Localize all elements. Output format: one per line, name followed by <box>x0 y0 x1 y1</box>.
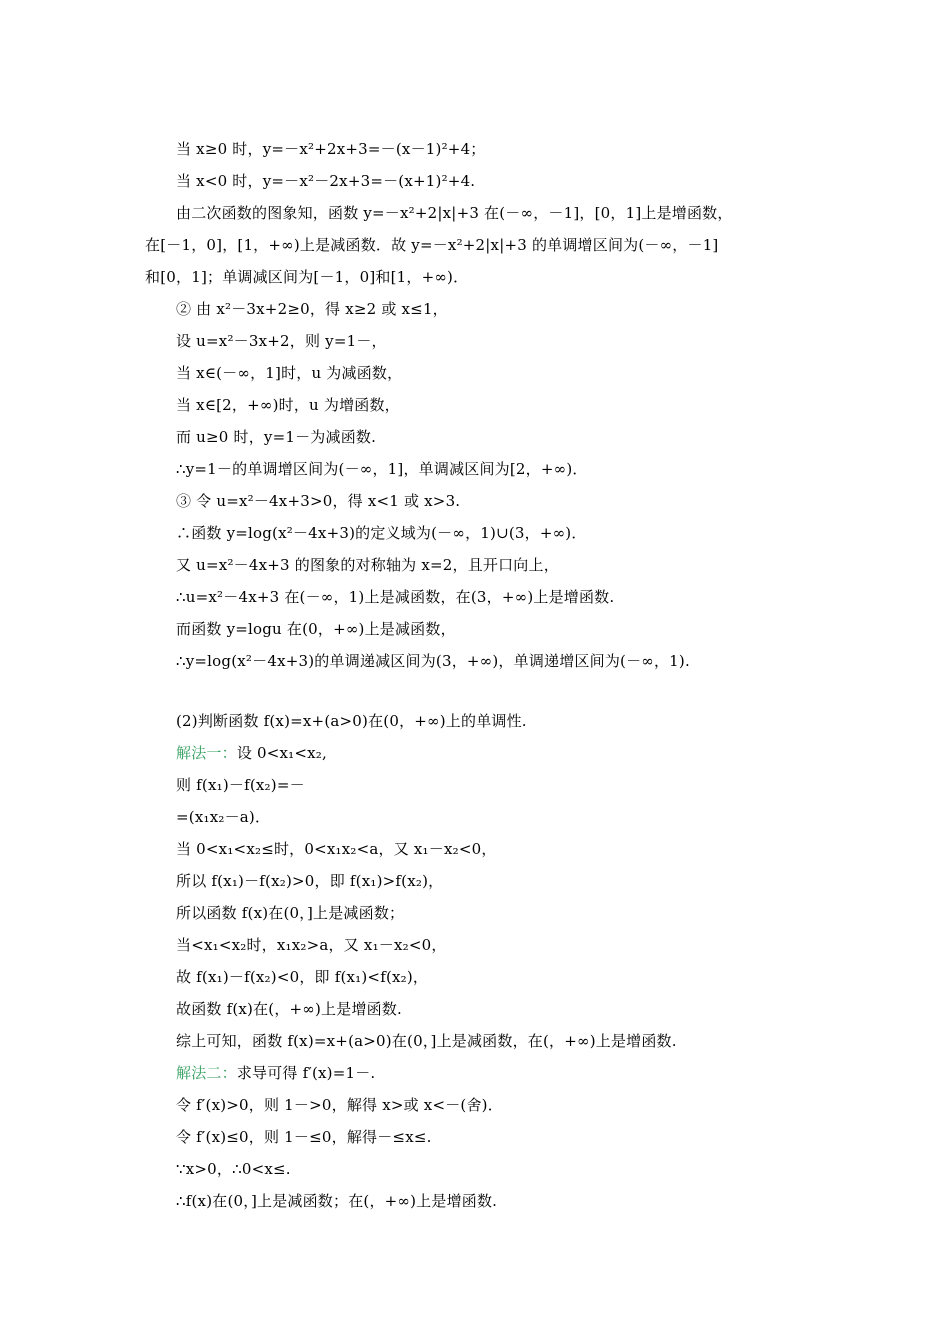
text-line: 令 f′(x)>0，则 1－>0，解得 x>或 x<－(舍)． <box>176 1096 503 1114</box>
text-line: ∴f(x)在(0，]上是减函数；在(，+∞)上是增函数. <box>176 1192 498 1210</box>
text-line: 故函数 f(x)在(，+∞)上是增函数. <box>176 1000 403 1018</box>
text-line: ∴y=1－的单调增区间为(－∞，1]，单调减区间为[2，+∞)． <box>176 460 588 478</box>
text-line: 在[－1，0]，[1，+∞)上是减函数．故 y=－x²+2|x|+3 的单调增区间为(－∞，－1] <box>145 236 719 254</box>
text-line: ∴u=x²－4x+3 在(－∞，1)上是减函数，在(3，+∞)上是增函数. <box>176 588 615 606</box>
text-line: 综上可知，函数 f(x)=x+(a>0)在(0，]上是减函数，在(，+∞)上是增函数. <box>176 1032 677 1050</box>
text-line: ∵x>0，∴0<x≤. <box>176 1160 291 1178</box>
text-line: =(x₁x₂－a)． <box>176 808 271 826</box>
text-line: 当 x∈[2，+∞)时，u 为增函数， <box>176 396 400 414</box>
question-title: (2)判断函数 f(x)=x+(a>0)在(0，+∞)上的单调性. <box>176 712 527 730</box>
text-line: 而函数 y=logu 在(0，+∞)上是减函数， <box>176 620 456 638</box>
text-line: 当 x∈(－∞，1]时，u 为减函数， <box>176 364 403 382</box>
text-line: 当<x₁<x₂时，x₁x₂>a，又 x₁－x₂<0， <box>176 936 447 954</box>
text-line: 当 0<x₁<x₂≤时，0<x₁x₂<a，又 x₁－x₂<0， <box>176 840 497 858</box>
text-line: 和[0，1]；单调减区间为[－1，0]和[1，+∞)． <box>145 268 469 286</box>
text-line: 又 u=x²－4x+3 的图象的对称轴为 x=2，且开口向上， <box>176 556 559 574</box>
text-line: ③ 令 u=x²－4x+3>0，得 x<1 或 x>3. <box>176 492 461 510</box>
text-line <box>176 1063 856 1083</box>
text-line <box>176 743 856 763</box>
text-line: 故 f(x₁)－f(x₂)<0，即 f(x₁)<f(x₂)， <box>176 968 429 986</box>
text-line: 由二次函数的图象知，函数 y=－x²+2|x|+3 在(－∞，－1]，[0，1]上是增函数， <box>176 204 733 222</box>
text-line: ② 由 x²－3x+2≥0，得 x≥2 或 x≤1， <box>176 300 448 318</box>
text-line: 所以 f(x₁)－f(x₂)>0，即 f(x₁)>f(x₂)， <box>176 872 444 890</box>
text-line: 而 u≥0 时，y=1－为减函数. <box>176 428 377 446</box>
text-line: 所以函数 f(x)在(0，]上是减函数； <box>176 904 405 922</box>
text-line: ∴函数 y=log(x²－4x+3)的定义域为(－∞，1)∪(3，+∞)． <box>176 524 587 542</box>
text-line: 则 f(x₁)－f(x₂)=－ <box>176 776 305 794</box>
text-segment: 求导可得 f′(x)=1－. <box>236 1064 376 1082</box>
method-label: 解法二： <box>176 1064 237 1082</box>
text-line: 当 x<0 时，y=－x²－2x+3=－(x+1)²+4. <box>176 172 476 190</box>
text-line: 令 f′(x)≤0，则 1－≤0，解得－≤x≤. <box>176 1128 432 1146</box>
text-line: ∴y=log(x²－4x+3)的单调递减区间为(3，+∞)，单调递增区间为(－∞，1). <box>176 652 690 670</box>
text-line: 设 u=x²－3x+2，则 y=1－， <box>176 332 387 350</box>
text-line: 当 x≥0 时，y=－x²+2x+3=－(x－1)²+4； <box>176 140 486 158</box>
text-segment: 设 0<x₁<x₂, <box>236 744 327 762</box>
method-label: 解法一： <box>176 744 237 762</box>
